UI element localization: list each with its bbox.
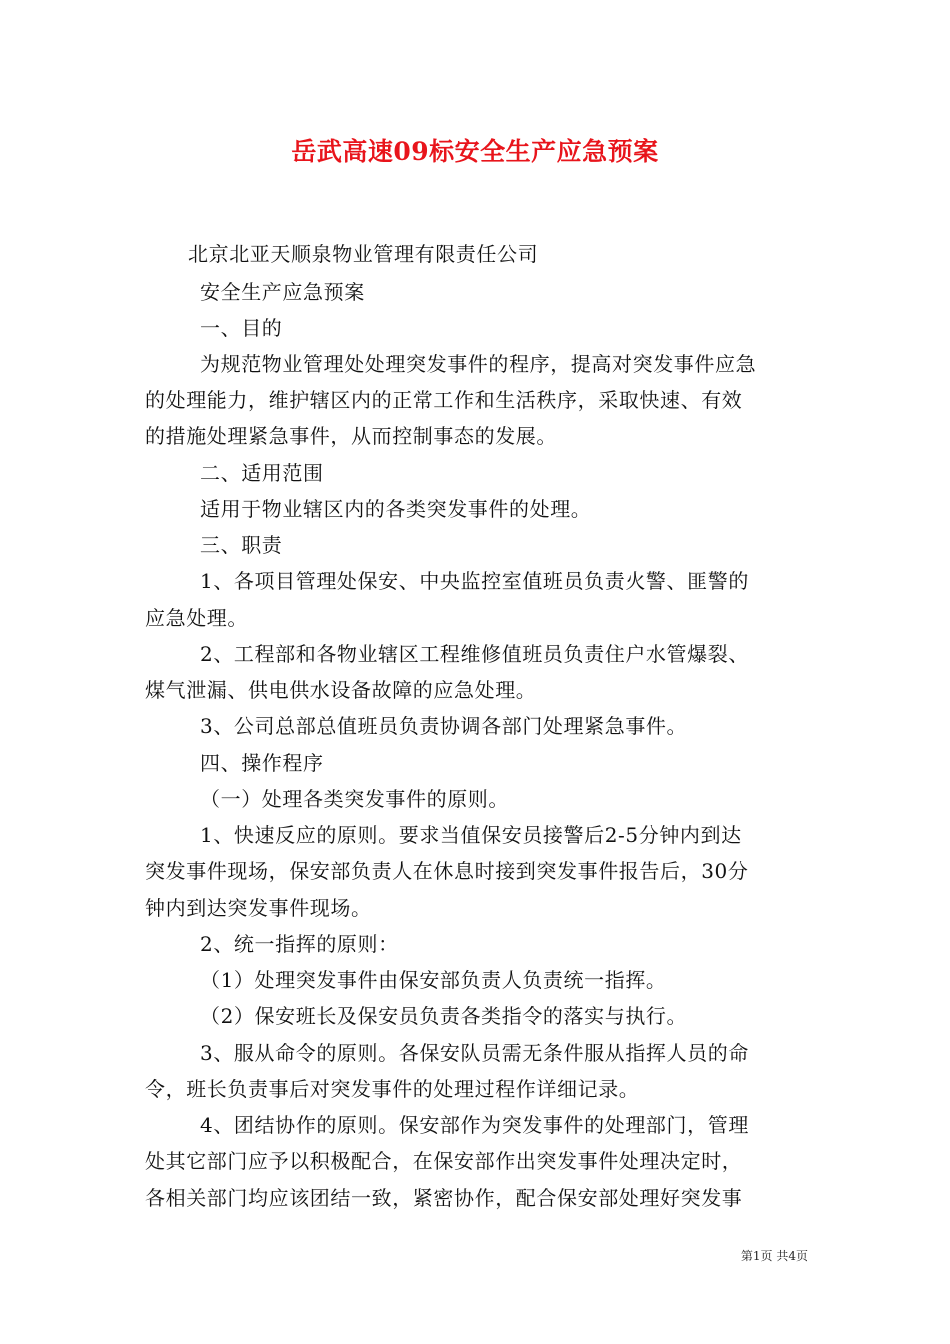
body-line: 3、公司总部总值班员负责协调各部门处理紧急事件。 bbox=[200, 714, 688, 738]
body-line: 为规范物业管理处处理突发事件的程序，提高对突发事件应急 bbox=[200, 352, 757, 376]
body-line: 煤气泄漏、供电供水设备故障的应急处理。 bbox=[145, 678, 537, 702]
body-line: 2、工程部和各物业辖区工程维修值班员负责住户水管爆裂、 bbox=[200, 642, 749, 666]
document-title: 岳武高速09标安全生产应急预案 bbox=[291, 137, 659, 166]
body-line: 令，班长负责事后对突发事件的处理过程作详细记录。 bbox=[145, 1077, 640, 1101]
page-number: 第1页 共4页 bbox=[740, 1249, 808, 1263]
body-line: （1）处理突发事件由保安部负责人负责统一指挥。 bbox=[200, 968, 667, 992]
section-heading: 三、职责 bbox=[200, 533, 283, 557]
body-line: 各相关部门均应该团结一致，紧密协作，配合保安部处理好突发事 bbox=[145, 1186, 743, 1210]
body-line: 处其它部门应予以积极配合，在保安部作出突发事件处理决定时， bbox=[145, 1149, 743, 1173]
body-line: 4、团结协作的原则。保安部作为突发事件的处理部门，管理 bbox=[200, 1113, 749, 1137]
body-line: 突发事件现场，保安部负责人在休息时接到突发事件报告后，30分 bbox=[145, 859, 749, 883]
body-line: 应急处理。 bbox=[145, 606, 248, 630]
body-line: 钟内到达突发事件现场。 bbox=[145, 896, 372, 920]
section-heading: 四、操作程序 bbox=[200, 751, 324, 775]
body-line: 的处理能力，维护辖区内的正常工作和生活秩序，采取快速、有效 bbox=[145, 388, 743, 412]
section-heading: 二、适用范围 bbox=[200, 461, 324, 485]
body-line: 安全生产应急预案 bbox=[200, 280, 365, 304]
body-line: 1、各项目管理处保安、中央监控室值班员负责火警、匪警的 bbox=[200, 569, 749, 593]
body-line: 适用于物业辖区内的各类突发事件的处理。 bbox=[200, 497, 592, 521]
body-line: （一）处理各类突发事件的原则。 bbox=[200, 787, 509, 811]
body-line: 的措施处理紧急事件，从而控制事态的发展。 bbox=[145, 424, 557, 448]
body-line: 3、服从命令的原则。各保安队员需无条件服从指挥人员的命 bbox=[200, 1041, 749, 1065]
body-line: 2、统一指挥的原则： bbox=[200, 932, 399, 956]
body-line: 1、快速反应的原则。要求当值保安员接警后2-5分钟内到达 bbox=[200, 823, 742, 847]
section-heading: 一、目的 bbox=[200, 316, 283, 340]
body-line: （2）保安班长及保安员负责各类指令的落实与执行。 bbox=[200, 1004, 688, 1028]
body-line: 北京北亚天顺泉物业管理有限责任公司 bbox=[188, 242, 539, 266]
